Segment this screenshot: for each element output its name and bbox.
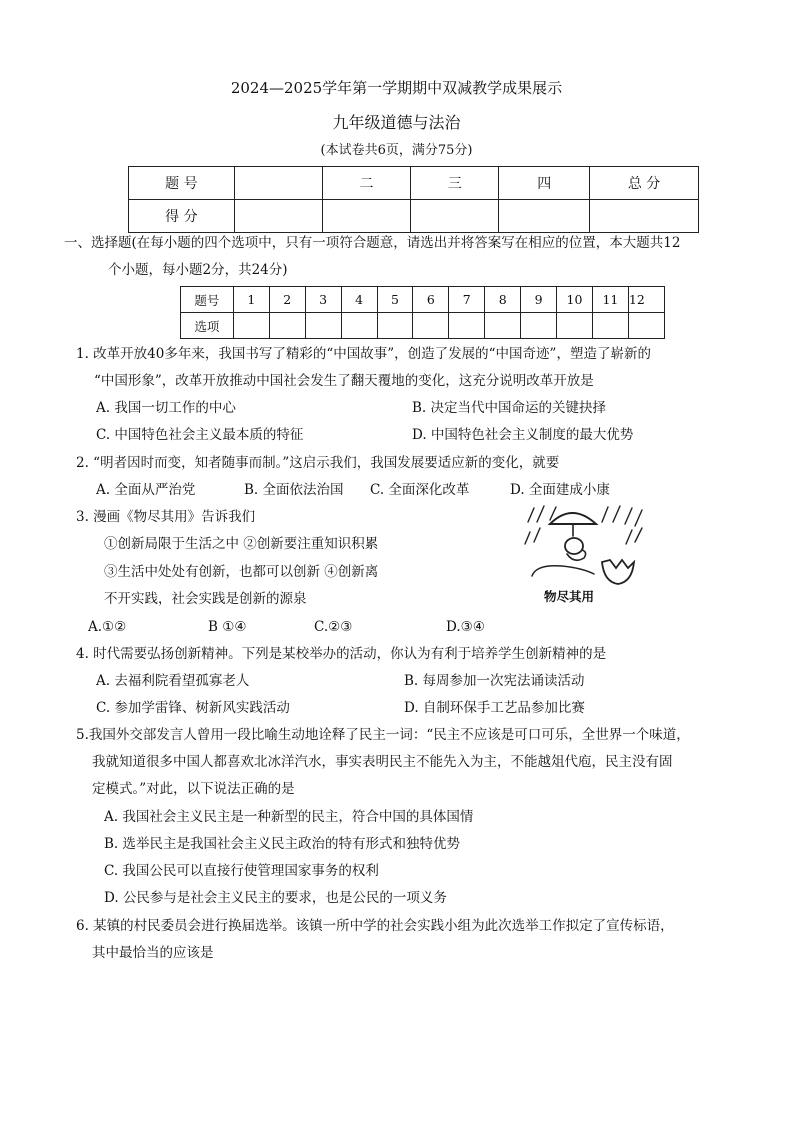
answer-table-answer-row [181, 313, 665, 339]
q5-stem-line1: 5.我国外交部发言人曾用一段比喻生动地诠释了民主一词：“民主不应该是可口可乐，全世界一个味道， [76, 727, 690, 743]
q1-stem-line1: 1. 改革开放40多年来，我国书写了精彩的“中国故事”，创造了发展的“中国奇迹”，塑造了崭新的 [76, 346, 651, 362]
q4-option-a[interactable]: A. 去福利院看望孤寡老人 [96, 673, 250, 689]
score-cell: 四 [499, 167, 590, 200]
answer-header-cell: 11 [592, 287, 628, 313]
answer-cell[interactable] [485, 313, 521, 339]
q3-stem-line3: ③生活中处处有创新，也都可以创新 ④创新离 [104, 564, 379, 580]
score-cell[interactable] [234, 200, 322, 233]
q1-option-a[interactable]: A. 我国一切工作的中心 [96, 400, 236, 416]
q2-option-d[interactable]: D. 全面建成小康 [510, 482, 610, 498]
q1-option-c[interactable]: C. 中国特色社会主义最本质的特征 [96, 427, 304, 443]
q1-option-b[interactable]: B. 决定当代中国命运的关键抉择 [412, 400, 607, 416]
q4-stem: 4. 时代需要弘扬创新精神。下列是某校举办的活动，你认为有利于培养学生创新精神的是 [76, 646, 607, 662]
cartoon-caption: 物尽其用 [544, 589, 595, 604]
exam-note: (本试卷共6页，满分75分) [320, 143, 473, 158]
q1-stem-line2: “中国形象”，改革开放推动中国社会发生了翻天覆地的变化，这充分说明改革开放是 [94, 373, 594, 389]
q1-option-d[interactable]: D. 中国特色社会主义制度的最大优势 [412, 427, 634, 443]
score-cell[interactable] [322, 200, 411, 233]
section1-instructions-line1: 一、选择题(在每小题的四个选项中，只有一项符合题意，请选出并将答案写在相应的位置，本大题共12 [64, 235, 681, 251]
answer-cell[interactable] [341, 313, 377, 339]
q5-option-a[interactable]: A. 我国社会主义民主是一种新型的民主，符合中国的具体国情 [104, 809, 474, 825]
answer-cell[interactable] [449, 313, 485, 339]
score-cell: 题 号 [129, 167, 235, 200]
q5-stem-line3: 定模式。”对此，以下说法正确的是 [92, 781, 295, 797]
answer-row-label: 选项 [181, 313, 234, 339]
answer-table [180, 286, 665, 339]
q4-option-c[interactable]: C. 参加学雷锋、树新风实践活动 [96, 700, 290, 716]
q4-option-d[interactable]: D. 自制环保手工艺品参加比赛 [404, 700, 585, 716]
q5-stem-line2: 我就知道很多中国人都喜欢北冰洋汽水，事实表明民主不能先入为主，不能越俎代庖，民主没有固 [92, 754, 673, 770]
answer-cell[interactable] [628, 313, 664, 339]
q2-option-a[interactable]: A. 全面从严治党 [96, 482, 196, 498]
score-table-header-row [129, 167, 699, 200]
q2-option-b[interactable]: B. 全面依法治国 [244, 482, 344, 498]
q6-stem-line1: 6. 某镇的村民委员会进行换届选举。该镇一所中学的社会实践小组为此次选举工作拟定了宣传标语， [76, 918, 674, 934]
q5-option-c[interactable]: C. 我国公民可以直接行使管理国家事务的权利 [104, 863, 379, 879]
q5-option-b[interactable]: B. 选举民主是我国社会主义民主政治的特有形式和独特优势 [104, 836, 461, 852]
q3-stem-line4: 不开实践，社会实践是创新的源泉 [104, 591, 307, 607]
score-cell: 总 分 [590, 167, 699, 200]
q2-stem: 2. “明者因时而变，知者随事而制。”这启示我们，我国发展要适应新的变化，就要 [76, 455, 560, 471]
answer-cell[interactable] [592, 313, 628, 339]
q2-option-c[interactable]: C. 全面深化改革 [370, 482, 470, 498]
exam-subject: 九年级道德与法治 [332, 113, 461, 132]
section1-instructions-line2: 个小题，每小题2分，共24分) [108, 262, 288, 278]
answer-cell[interactable] [233, 313, 269, 339]
score-cell[interactable] [590, 200, 699, 233]
score-table-score-row [129, 200, 699, 233]
answer-cell[interactable] [377, 313, 413, 339]
score-cell: 三 [411, 167, 499, 200]
answer-header-cell: 7 [449, 287, 485, 313]
q3-stem-line1: 3. 漫画《物尽其用》告诉我们 [76, 509, 256, 525]
answer-cell[interactable] [521, 313, 557, 339]
answer-header-cell: 3 [305, 287, 341, 313]
score-cell: 二 [322, 167, 411, 200]
answer-header-cell: 6 [413, 287, 449, 313]
q3-option-b[interactable]: B ①④ [208, 619, 247, 635]
q5-option-d[interactable]: D. 公民参与是社会主义民主的要求，也是公民的一项义务 [104, 890, 447, 906]
answer-header-cell: 题号 [181, 287, 234, 313]
score-cell [234, 167, 322, 200]
q3-option-d[interactable]: D.③④ [446, 619, 485, 635]
answer-header-cell: 4 [341, 287, 377, 313]
score-cell[interactable] [499, 200, 590, 233]
q4-option-b[interactable]: B. 每周参加一次宪法诵读活动 [404, 673, 585, 689]
q3-stem-line2: ①创新局限于生活之中 ②创新要注重知识积累 [104, 536, 379, 552]
q6-stem-line2: 其中最恰当的应该是 [92, 945, 214, 961]
answer-cell[interactable] [269, 313, 305, 339]
answer-table-header-row [181, 287, 665, 313]
answer-header-cell: 5 [377, 287, 413, 313]
q3-option-a[interactable]: A.①② [88, 619, 127, 635]
answer-cell[interactable] [305, 313, 341, 339]
answer-header-cell: 12 [628, 287, 664, 313]
answer-cell[interactable] [413, 313, 449, 339]
answer-cell[interactable] [557, 313, 593, 339]
answer-header-cell: 1 [233, 287, 269, 313]
score-cell: 得 分 [129, 200, 235, 233]
answer-header-cell: 9 [521, 287, 557, 313]
q3-option-c[interactable]: C.②③ [314, 619, 353, 635]
answer-header-cell: 2 [269, 287, 305, 313]
answer-header-cell: 10 [557, 287, 593, 313]
answer-header-cell: 8 [485, 287, 521, 313]
exam-title: 2024—2025学年第一学期期中双减教学成果展示 [230, 79, 563, 97]
score-table [128, 166, 699, 233]
score-cell[interactable] [411, 200, 499, 233]
